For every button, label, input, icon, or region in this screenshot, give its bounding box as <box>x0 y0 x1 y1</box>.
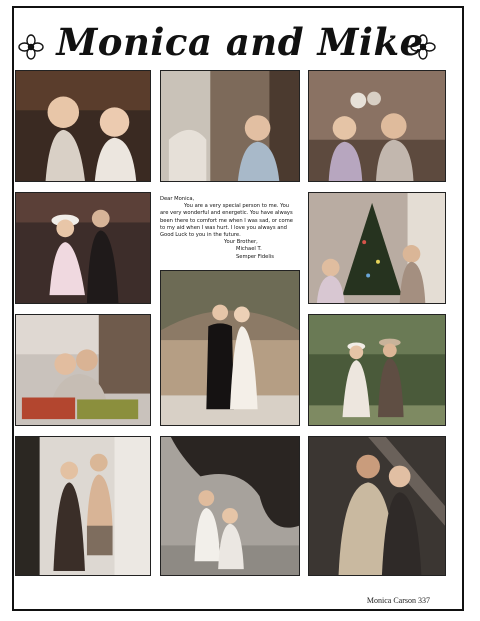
photo-kids-with-horse <box>160 436 300 576</box>
photo-girl-in-hat <box>15 192 151 304</box>
photo-prom-couple <box>160 270 300 426</box>
photo-kids-with-game <box>15 314 151 426</box>
letter-line: to my aid when I was hurt. I love you always and <box>160 224 287 231</box>
page-title: Monica and Mike <box>56 20 424 64</box>
photo-kids-in-costumes <box>15 436 151 576</box>
photo-toddlers-smiling <box>15 70 151 182</box>
letter-greeting: Dear Monica, <box>160 196 195 202</box>
letter-motto: Semper Fidelis <box>236 253 274 260</box>
letter-line: been there to comfort me when I was sad, or come <box>160 217 293 224</box>
photo-christmas-tree <box>308 192 446 304</box>
letter-line: You are a very special person to me. You <box>184 203 290 210</box>
letter-closing: Your Brother, <box>224 239 258 246</box>
letter-signature: Michael T. <box>236 246 262 253</box>
letter-line: are very wonderful and energetic. You have always <box>160 210 293 217</box>
letter-line: Good Luck to you in the future. <box>160 232 241 239</box>
photo-couple-embracing <box>308 436 446 576</box>
page-footer: Monica Carson 337 <box>366 596 430 605</box>
photo-cowboy-kids <box>308 314 446 426</box>
photo-kids-on-couch <box>308 70 446 182</box>
photo-boy-by-bed <box>160 70 300 182</box>
